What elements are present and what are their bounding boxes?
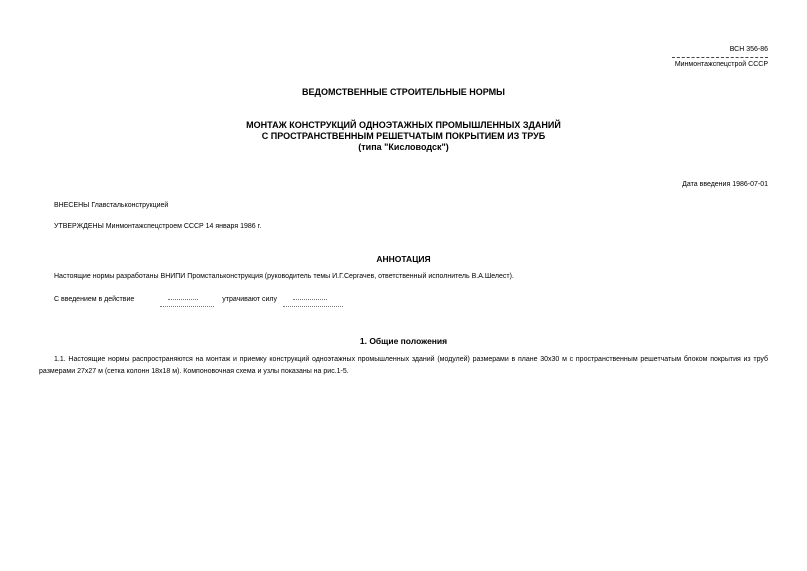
illegible-stamp-right [283, 296, 337, 310]
effective-date: Дата введения 1986-07-01 [682, 181, 768, 188]
illegible-stamp-left [160, 296, 214, 310]
section-paragraph: 1.1. Настоящие нормы распространяются на монтаж и приемку конструкций одноэтажных промышленных зданий (модулей) размерами в плане 30х30 м с пространственным решетчатым блоком покрытия из труб размерами 27х27 м (сетка колонн 18х18 м). Компоновочная схема и узлы показаны на рис.1-5. [39, 356, 768, 375]
annotation-heading: АННОТАЦИЯ [376, 254, 431, 264]
replacement-middle: утрачивают силу [222, 296, 277, 303]
approved-by: УТВЕРЖДЕНЫ Минмонтажспецстроем СССР 14 января 1986 г. [54, 223, 262, 230]
document-type-heading: ВЕДОМСТВЕННЫЕ СТРОИТЕЛЬНЫЕ НОРМЫ [302, 87, 505, 97]
section-heading: 1. Общие положения [359, 336, 448, 346]
annotation-replacement [54, 296, 345, 310]
title-line-1: МОНТАЖ КОНСТРУКЦИЙ ОДНОЭТАЖНЫХ ПРОМЫШЛЕННЫХ ЗДАНИЙ [246, 120, 561, 130]
title-line-2: С ПРОСТРАНСТВЕННЫМ РЕШЕТЧАТЫМ ПОКРЫТИЕМ ИЗ ТРУБ [261, 131, 546, 141]
replacement-prefix: С введением в действие [54, 296, 135, 303]
document-code-block [672, 46, 768, 70]
document-code: ВСН 356-86 [729, 46, 768, 53]
issuing-organization: Минмонтажспецстрой СССР [674, 61, 768, 69]
document-title [0, 120, 807, 153]
submitted-by: ВНЕСЕНЫ Главстальконструкцией [54, 202, 169, 209]
code-divider [672, 57, 768, 58]
annotation-developed: Настоящие нормы разработаны ВНИПИ Промстальконструкция (руководитель темы И.Г.Сергачев, ответственный исполнитель В.А.Шелест). [54, 273, 514, 280]
title-line-3: (типа "Кисловодск") [358, 142, 449, 152]
